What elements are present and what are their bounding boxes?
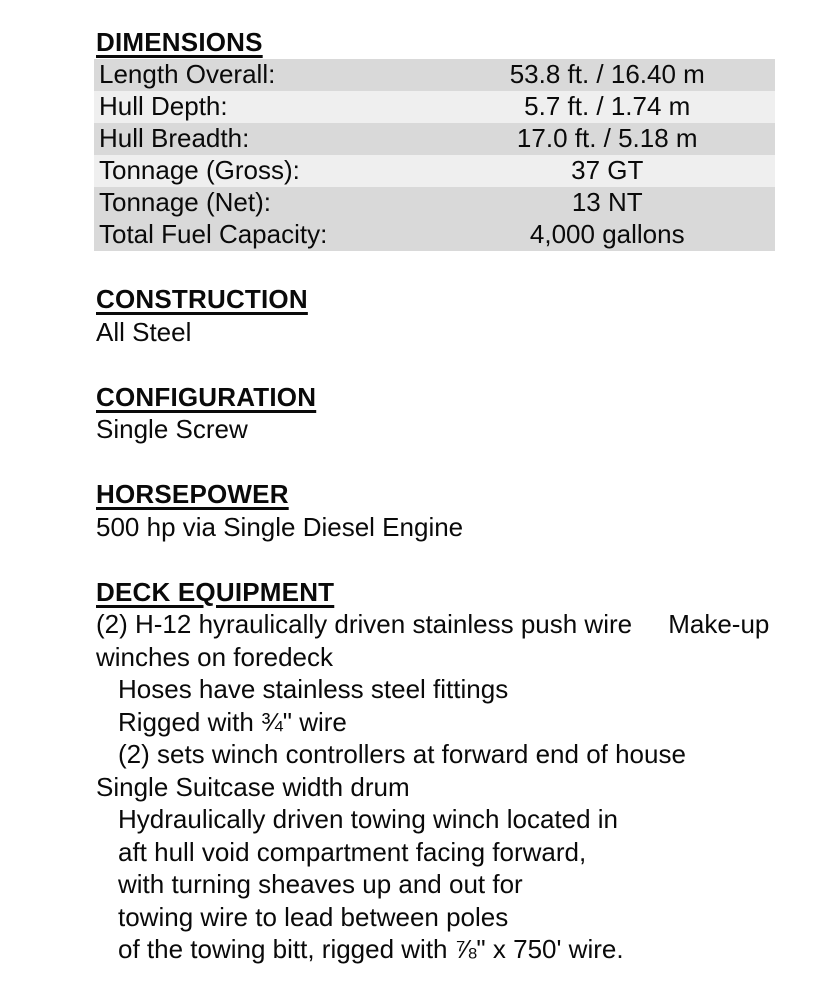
body-line: (2) H-12 hyraulically driven stainless push wire Make-up (96, 609, 770, 639)
row-label: Tonnage (Gross): (99, 155, 300, 186)
table-row (94, 187, 775, 219)
row-value: 17.0 ft. / 5.18 m (516, 123, 698, 154)
body-line: Single Suitcase width drum (96, 771, 410, 802)
section-construction (94, 283, 775, 348)
body-line: aft hull void compartment facing forward, (118, 836, 587, 867)
section-horsepower (94, 478, 775, 543)
body-line: Hoses have stainless steel fittings (118, 674, 509, 704)
section-dimensions (94, 26, 775, 251)
table-row (94, 219, 775, 251)
row-value: 4,000 gallons (529, 219, 685, 250)
row-value: 5.7 ft. / 1.74 m (524, 91, 691, 122)
dimensions-heading: DIMENSIONS (96, 27, 263, 57)
body-line: (2) sets winch controllers at forward end of house (118, 739, 686, 769)
row-label: Hull Breadth: (99, 123, 250, 154)
configuration-heading: CONFIGURATION (96, 381, 317, 412)
body-line: Hydraulically driven towing winch located in (118, 804, 619, 834)
row-value: 37 GT (571, 155, 644, 186)
deck-equipment-heading: DECK EQUIPMENT (96, 576, 335, 607)
row-label: Total Fuel Capacity: (99, 219, 328, 250)
row-label: Hull Depth: (99, 91, 228, 122)
dimensions-table (94, 59, 775, 251)
section-configuration (94, 381, 775, 446)
body-line: towing wire to lead between poles (118, 901, 509, 932)
table-row (94, 123, 775, 155)
row-value: 53.8 ft. / 16.40 m (509, 59, 705, 90)
body-line: 500 hp via Single Diesel Engine (96, 511, 464, 542)
body-line: Rigged with ¾" wire (118, 706, 347, 737)
horsepower-heading: HORSEPOWER (96, 479, 289, 509)
body-line: of the towing bitt, rigged with ⅞" x 750' wire. (118, 934, 624, 964)
construction-heading: CONSTRUCTION (96, 284, 308, 314)
table-row (94, 59, 775, 91)
table-row (94, 91, 775, 123)
row-value: 13 NT (571, 187, 643, 218)
section-deck-equipment (94, 576, 775, 966)
row-label: Length Overall: (99, 59, 276, 90)
table-row (94, 155, 775, 187)
body-line: Single Screw (96, 414, 248, 444)
body-line: winches on foredeck (96, 641, 334, 672)
body-line: with turning sheaves up and out for (118, 869, 523, 899)
body-line: All Steel (96, 316, 192, 347)
row-label: Tonnage (Net): (99, 187, 271, 218)
spec-sheet (94, 26, 775, 966)
